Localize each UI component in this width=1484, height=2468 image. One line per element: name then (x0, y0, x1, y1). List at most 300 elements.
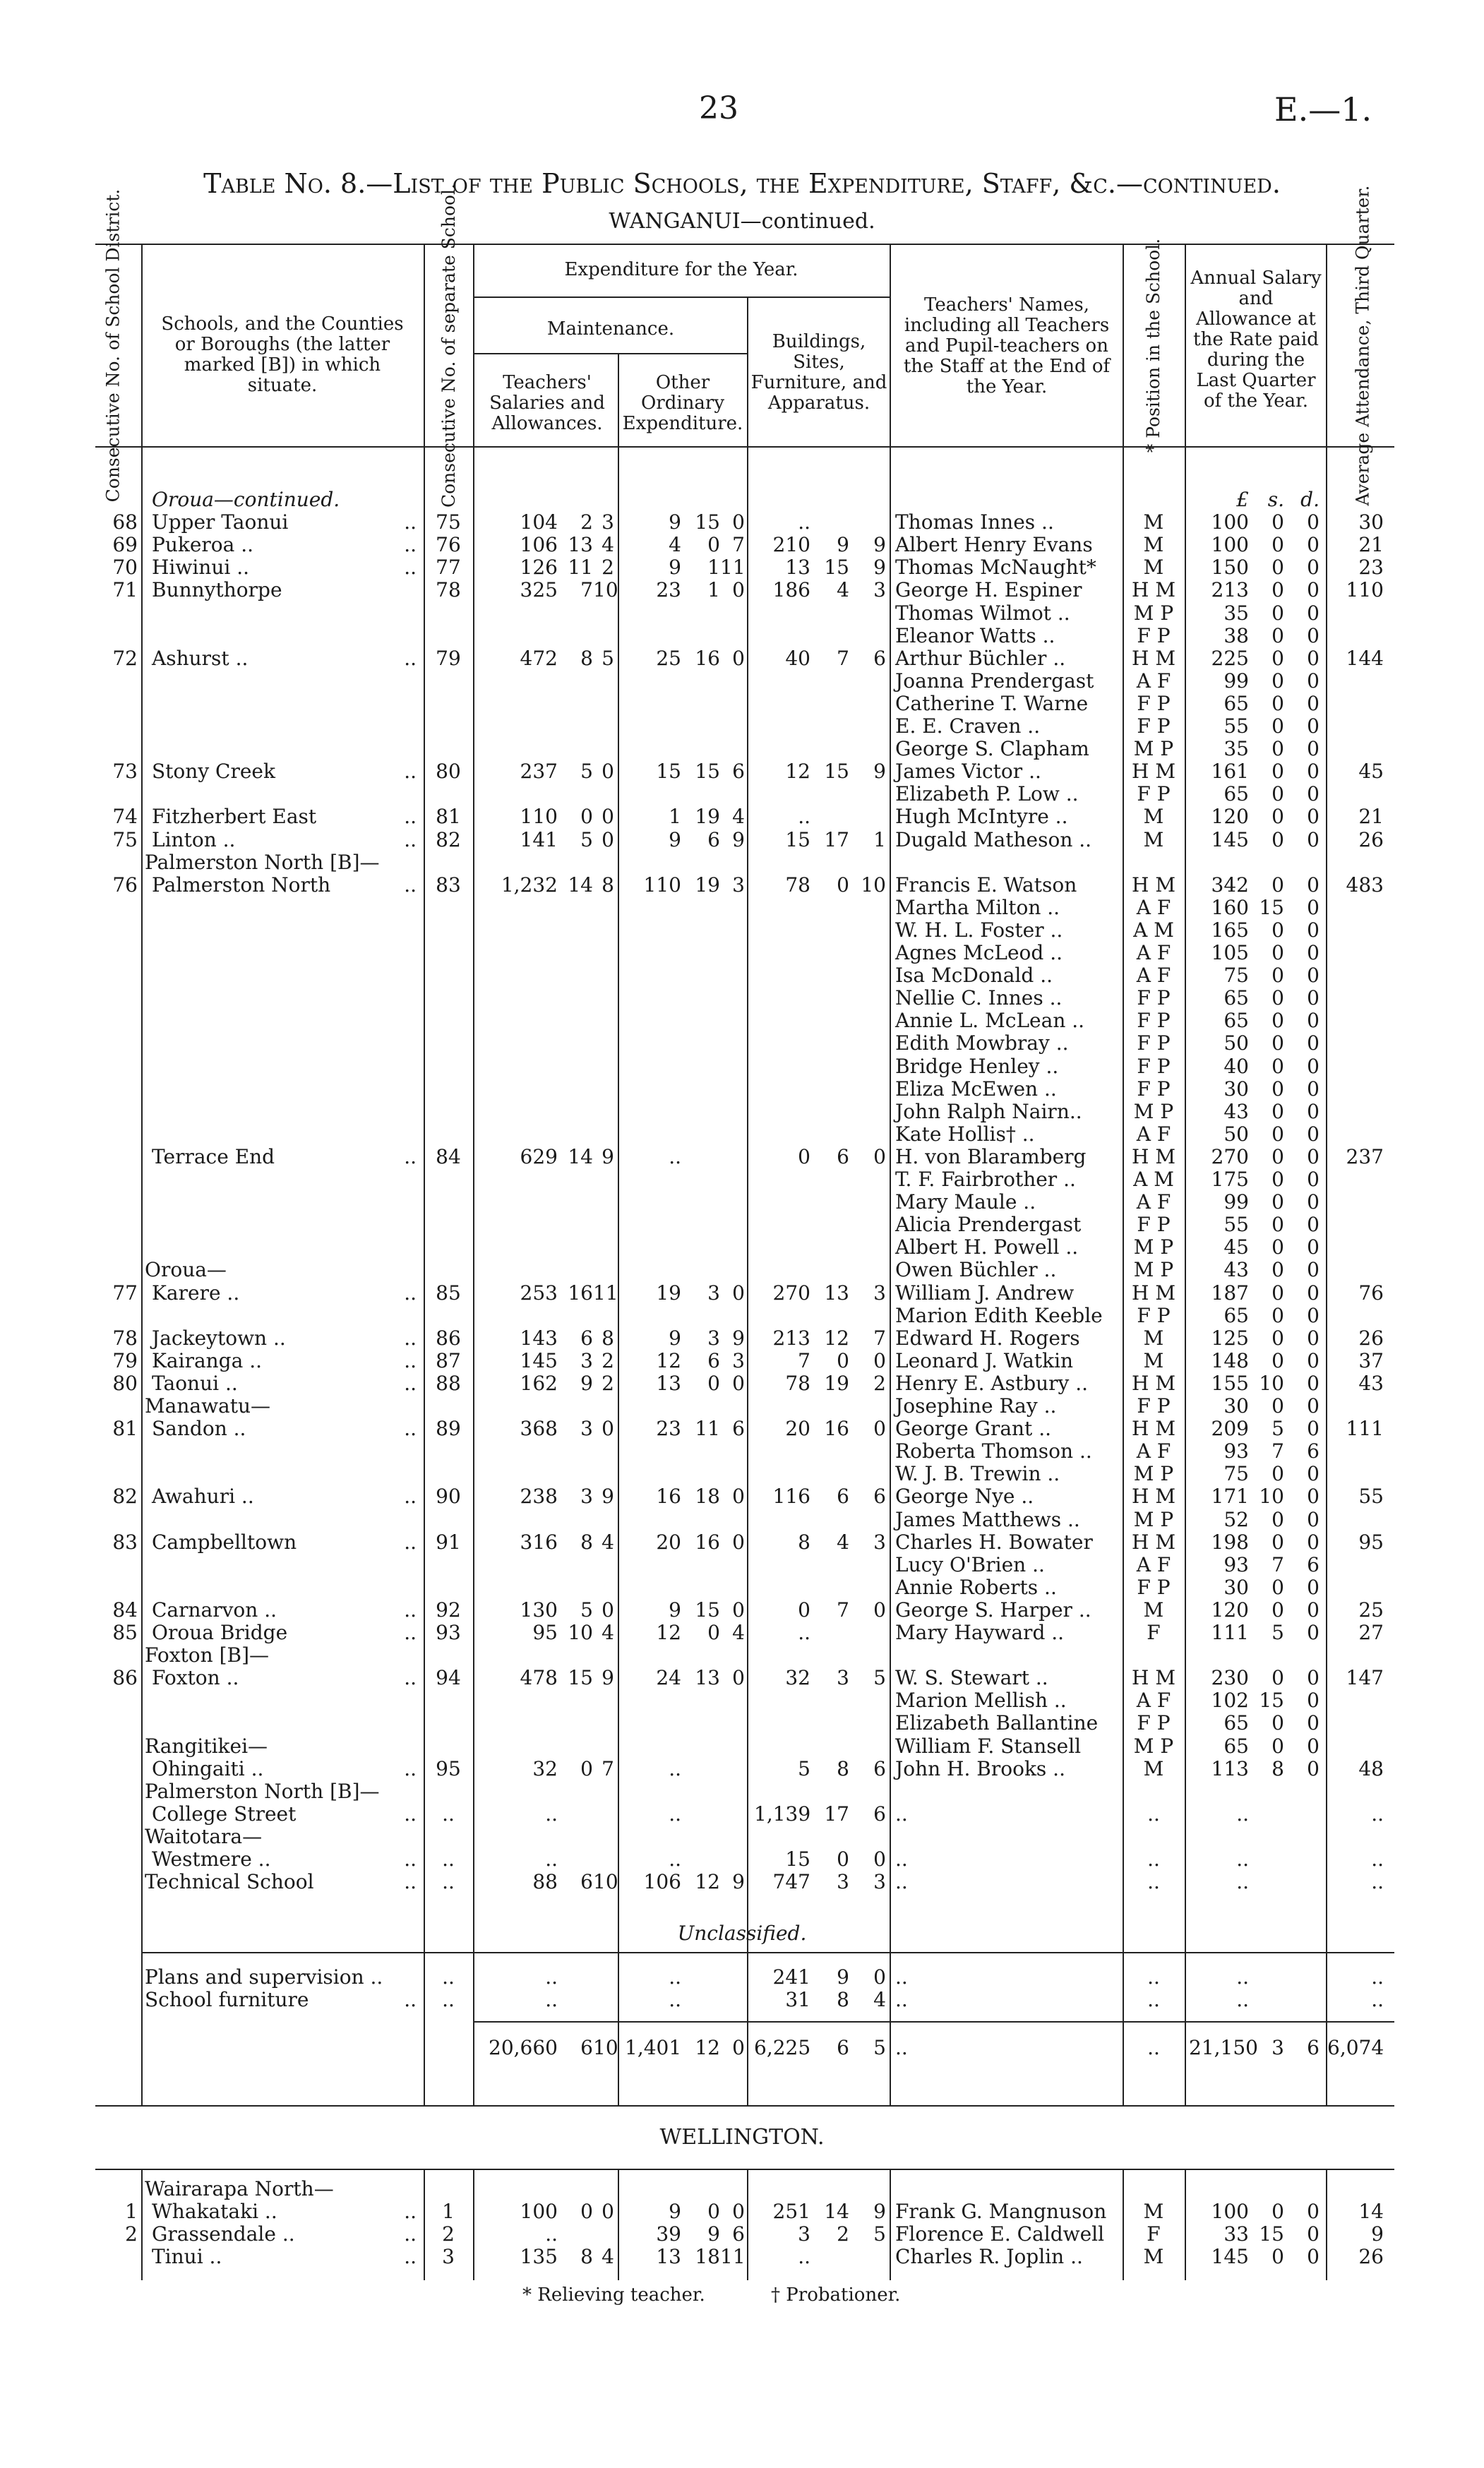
cell-teacher: Eleanor Watts .. (895, 623, 1055, 647)
cell-sd: 0 (602, 827, 614, 851)
cell-dots: .. (404, 1666, 417, 1690)
w-col-rule-4 (618, 2169, 619, 2280)
cell-dist: 79 (112, 1348, 138, 1372)
cell-sno: 2 (442, 2222, 455, 2246)
w-col-rule-6 (890, 2169, 891, 2280)
cell-ap: 93 (1223, 1439, 1249, 1463)
cell-as: 8 (1271, 1756, 1284, 1780)
table-row (0, 1735, 1484, 1758)
cell-as: 0 (1271, 1326, 1284, 1350)
table-row (0, 829, 1484, 851)
table-row (0, 1236, 1484, 1259)
cell-os: 13 (695, 1666, 720, 1690)
cell-teacher: Thomas Wilmot .. (895, 601, 1070, 625)
cell-bs: 3 (837, 1870, 849, 1894)
cell-sno: 81 (436, 805, 461, 829)
cell-school: Westmere .. (152, 1847, 271, 1871)
cell-ap: 52 (1223, 1507, 1249, 1531)
cell-pos: M (1143, 1598, 1164, 1622)
table-row (0, 1622, 1484, 1644)
cell-ap: 105 (1211, 941, 1249, 964)
cell-pos: .. (1147, 1870, 1160, 1894)
table-row (0, 1440, 1484, 1463)
cell-school: Wairarapa North— (145, 2177, 334, 2200)
cell-sp: 32 (532, 1756, 558, 1780)
cell-att: 76 (1358, 1281, 1384, 1305)
cell-ss: 5 (580, 1598, 593, 1622)
cell-ad: 0 (1307, 1258, 1320, 1282)
w-col-rule-8 (1185, 2169, 1186, 2280)
cell-sd: 8 (602, 873, 614, 897)
total-sd: 10 (593, 2036, 618, 2059)
header-bottom-rule (95, 446, 1394, 448)
table-row (0, 1032, 1484, 1055)
cell-os: 15 (695, 510, 720, 534)
cell-ap: 65 (1223, 986, 1249, 1010)
cell-ss: 15 (568, 1666, 593, 1690)
cell-as: 0 (1271, 918, 1284, 942)
cell-school: Whakataki .. (152, 2200, 277, 2223)
cell-pos: F P (1137, 782, 1171, 806)
cell-bd: 6 (873, 1802, 886, 1826)
cell-bd: 6 (873, 1485, 886, 1509)
cell-sd: 9 (602, 1485, 614, 1509)
cell-pos: A F (1136, 1190, 1171, 1214)
cell-ad: 0 (1307, 737, 1320, 761)
cell-ad: 0 (1307, 827, 1320, 851)
cell-as: 0 (1271, 1711, 1284, 1735)
cell-as: 0 (1271, 1348, 1284, 1372)
cell-teacher: Martha Milton .. (895, 895, 1060, 919)
table-row (0, 805, 1484, 828)
cell-sno: 1 (442, 2200, 455, 2223)
cell-teacher: Nellie C. Innes .. (895, 986, 1063, 1010)
table-row (0, 625, 1484, 647)
cell-school: Sandon .. (152, 1417, 246, 1441)
cell-as: 0 (1271, 714, 1284, 738)
cell-ad: 0 (1307, 1621, 1320, 1644)
cell-sp: 106 (520, 533, 558, 557)
cell-dist: 72 (112, 646, 138, 670)
cell-ap: 145 (1211, 827, 1249, 851)
cell-ap: 35 (1223, 737, 1249, 761)
cell-ap: .. (1236, 1870, 1249, 1894)
cell-att: 483 (1346, 873, 1384, 897)
cell-op: 110 (643, 873, 681, 897)
cell-ss: 13 (568, 533, 593, 557)
cell-bp: 13 (785, 556, 810, 580)
cell-teacher: George Grant .. (895, 1417, 1052, 1441)
cell-as: 0 (1271, 1462, 1284, 1486)
cell-as: 0 (1271, 1144, 1284, 1168)
cell-dots: .. (404, 510, 417, 534)
cell-bd: 0 (873, 1144, 886, 1168)
cell-ap: 161 (1211, 760, 1249, 784)
cell-ad: 0 (1307, 1144, 1320, 1168)
cell-ap: 155 (1211, 1371, 1249, 1395)
cell-os: 18 (695, 1485, 720, 1509)
cell-att: 37 (1358, 1348, 1384, 1372)
cell-bd: 6 (873, 1756, 886, 1780)
cell-bs: 15 (824, 556, 849, 580)
total-bp: 6,225 (754, 2036, 811, 2059)
cell-bd: 0 (873, 1847, 886, 1871)
cell-ad: 0 (1307, 1711, 1320, 1735)
cell-att: 23 (1358, 556, 1384, 580)
cell-bs: 3 (837, 1666, 849, 1690)
cell-pos: H M (1132, 646, 1175, 670)
cell-sp: 110 (520, 805, 558, 829)
cell-dots: .. (404, 1417, 417, 1441)
cell-os: 12 (695, 1870, 720, 1894)
cell-ap: 171 (1211, 1485, 1249, 1509)
col-head-position: * Position in the School. (1143, 238, 1164, 453)
cell-dots: .. (404, 1144, 417, 1168)
col-head-maintenance: Maintenance. (546, 318, 675, 340)
cell-pos: M P (1133, 1099, 1174, 1123)
cell-ap: 120 (1211, 805, 1249, 829)
w-col-rule-2 (424, 2169, 425, 2280)
cell-att: .. (1371, 1870, 1384, 1894)
cell-sno: 92 (436, 1598, 461, 1622)
cell-as: 10 (1259, 1485, 1284, 1509)
cell-teacher: Elizabeth P. Low .. (895, 782, 1079, 806)
wellington-heading: WELLINGTON. (659, 2125, 825, 2150)
cell-sp: 478 (520, 1666, 558, 1690)
cell-ad: 0 (1307, 941, 1320, 964)
cell-as: 0 (1271, 1394, 1284, 1418)
cell-teacher: Joanna Prendergast (895, 669, 1094, 693)
cell-pos: M (1143, 556, 1164, 580)
cell-od: 0 (732, 1485, 745, 1509)
cell-ad: 0 (1307, 601, 1320, 625)
cell-bs: 6 (837, 1144, 849, 1168)
cell-pos: F (1147, 2222, 1161, 2246)
cell-ss: 11 (568, 556, 593, 580)
total-od: 0 (732, 2036, 745, 2059)
cell-op: 25 (656, 646, 681, 670)
cell-od: 11 (720, 2245, 746, 2268)
cell-sd: 0 (602, 2200, 614, 2223)
cell-ap: 45 (1223, 1235, 1249, 1259)
col-head-teachers: Teachers' Names, including all Teachers and Pupil-teachers on the Staff at the End of the Year. (903, 294, 1111, 397)
cell-bp: 40 (785, 646, 810, 670)
cell-school: Palmerston North [B]— (145, 850, 380, 874)
cell-teacher: Florence E. Caldwell (895, 2222, 1105, 2246)
cell-dist: 77 (112, 1281, 138, 1305)
cell-sno: 88 (436, 1371, 461, 1395)
cell-as: 0 (1271, 986, 1284, 1010)
cell-ap: 65 (1223, 1711, 1249, 1735)
cell-att: 26 (1358, 827, 1384, 851)
cell-bs: 0 (837, 1847, 849, 1871)
cell-ap: 50 (1223, 1122, 1249, 1146)
cell-bp: 116 (772, 1485, 810, 1509)
cell-bp: 251 (772, 2200, 810, 2223)
cell-sd: 3 (602, 510, 614, 534)
cell-pos: F P (1137, 1303, 1171, 1327)
cell-dots: .. (404, 2245, 417, 2268)
cell-sno: 84 (436, 1144, 461, 1168)
cell-bs: 7 (837, 646, 849, 670)
cell-school: Oroua—continued. (152, 488, 340, 511)
table-row (0, 1305, 1484, 1327)
cell-teacher: Annie Roberts .. (895, 1575, 1057, 1599)
cell-teacher: Albert H. Powell .. (895, 1235, 1079, 1259)
cell-bs: 17 (824, 1802, 849, 1826)
cell-ap: 99 (1223, 669, 1249, 693)
table-row (0, 1282, 1484, 1305)
cell-ss: 3 (580, 1348, 593, 1372)
cell-sd: 9 (602, 1144, 614, 1168)
cell-as: 0 (1271, 1213, 1284, 1237)
cell-teacher: Hugh McIntyre .. (895, 805, 1068, 829)
cell-ad: 0 (1307, 1303, 1320, 1327)
table-row (0, 1531, 1484, 1554)
cell-bs: 4 (837, 578, 849, 602)
cell-dist: 73 (112, 760, 138, 784)
cell-bd: 3 (873, 1870, 886, 1894)
cell-teacher: George S. Clapham (895, 737, 1089, 761)
cell-ad: 0 (1307, 1666, 1320, 1690)
footnote-relieving: * Relieving teacher. (522, 2284, 705, 2306)
cell-as: 0 (1271, 805, 1284, 829)
cell-ap: 38 (1223, 623, 1249, 647)
cell-bs: 19 (824, 1371, 849, 1395)
cell-pos: F P (1137, 623, 1171, 647)
cell-sno: 78 (436, 578, 461, 602)
table-row (0, 1871, 1484, 1893)
cell-sno: 76 (436, 533, 461, 557)
cell-os: 0 (707, 533, 720, 557)
cell-ad: 0 (1307, 669, 1320, 693)
cell-ad: 0 (1307, 1326, 1320, 1350)
cell-teacher: Edith Mowbray .. (895, 1031, 1069, 1055)
cell-teacher: Josephine Ray .. (895, 1394, 1057, 1418)
total-bd: 5 (873, 2036, 886, 2059)
cell-dist: 75 (112, 827, 138, 851)
cell-bs: 9 (837, 1965, 849, 1989)
table-row (0, 670, 1484, 693)
cell-ad: 0 (1307, 646, 1320, 670)
cell-as: 0 (1271, 646, 1284, 670)
cell-ss: 8 (580, 1530, 593, 1554)
cell-dist: 2 (125, 2222, 138, 2246)
cell-sno: .. (442, 1965, 455, 1989)
cell-bs: 2 (837, 2222, 849, 2246)
cell-as: 0 (1271, 941, 1284, 964)
cell-as: 0 (1271, 1031, 1284, 1055)
cell-school: Kairanga .. (152, 1348, 262, 1372)
cell-att: 27 (1358, 1621, 1384, 1644)
cell-bd: 4 (873, 1988, 886, 2011)
cell-ad: 0 (1307, 964, 1320, 988)
cell-ss: 6 (580, 1326, 593, 1350)
cell-teacher: Marion Mellish .. (895, 1689, 1067, 1713)
cell-op: .. (669, 1965, 681, 1989)
cell-school: Grassendale .. (152, 2222, 295, 2246)
cell-school: Bunnythorpe (152, 578, 282, 602)
cell-sno: 79 (436, 646, 461, 670)
cell-op: 23 (656, 1417, 681, 1441)
cell-op: 19 (656, 1281, 681, 1305)
cell-dist: 86 (112, 1666, 138, 1690)
cell-bp: 270 (772, 1281, 810, 1305)
cell-dist: 68 (112, 510, 138, 534)
table-row (0, 783, 1484, 805)
cell-ap: 65 (1223, 1009, 1249, 1033)
cell-ap: 213 (1211, 578, 1249, 602)
cell-ad: 0 (1307, 1462, 1320, 1486)
cell-ad: 0 (1307, 1575, 1320, 1599)
cell-ap: £ (1236, 488, 1249, 511)
cell-school: Manawatu— (145, 1394, 271, 1418)
cell-sd: 5 (602, 646, 614, 670)
cell-ap: 50 (1223, 1031, 1249, 1055)
cell-pos: A F (1136, 941, 1171, 964)
cell-as: 0 (1271, 1666, 1284, 1690)
cell-ap: 55 (1223, 1213, 1249, 1237)
cell-od: 6 (732, 2222, 745, 2246)
cell-as: 0 (1271, 1734, 1284, 1758)
table-row (0, 987, 1484, 1010)
cell-bs: 0 (837, 1348, 849, 1372)
table-row (0, 1259, 1484, 1281)
cell-ss: 5 (580, 827, 593, 851)
cell-ad: 0 (1307, 1756, 1320, 1780)
cell-od: 0 (732, 2200, 745, 2223)
cell-bp: .. (798, 510, 810, 534)
cell-school: Plans and supervision .. (145, 1965, 383, 1989)
table-row (0, 1485, 1484, 1508)
cell-school: Ohingaiti .. (152, 1756, 264, 1780)
cell-ap: 99 (1223, 1190, 1249, 1214)
cell-os: 19 (695, 873, 720, 897)
cell-teacher: William F. Stansell (895, 1734, 1082, 1758)
cell-os: 3 (707, 1326, 720, 1350)
cell-bp: 186 (772, 578, 810, 602)
cell-as: 0 (1271, 760, 1284, 784)
table-row (0, 647, 1484, 670)
cell-ad: 0 (1307, 805, 1320, 829)
cell-ap: 30 (1223, 1575, 1249, 1599)
cell-ad: 6 (1307, 1439, 1320, 1463)
cell-ad: 0 (1307, 986, 1320, 1010)
cell-dots: .. (404, 1326, 417, 1350)
cell-op: 9 (669, 1326, 681, 1350)
cell-bs: 0 (837, 873, 849, 897)
cell-pos: A M (1133, 1168, 1174, 1191)
cell-bs: 4 (837, 1530, 849, 1554)
cell-dots: .. (404, 533, 417, 557)
cell-os: 19 (695, 805, 720, 829)
cell-bd: 3 (873, 1530, 886, 1554)
cell-od: 6 (732, 1417, 745, 1441)
table-row (0, 1667, 1484, 1689)
cell-teacher: .. (895, 1847, 908, 1871)
cell-bd: 3 (873, 578, 886, 602)
cell-as: 0 (1271, 737, 1284, 761)
cell-bp: 747 (772, 1870, 810, 1894)
cell-sp: 88 (532, 1870, 558, 1894)
cell-ad: 0 (1307, 1213, 1320, 1237)
cell-ap: 100 (1211, 510, 1249, 534)
cell-as: 15 (1259, 1689, 1284, 1713)
cell-dist: 70 (112, 556, 138, 580)
cell-as: 7 (1271, 1439, 1284, 1463)
cell-bd: 0 (873, 1965, 886, 1989)
cell-as: 5 (1271, 1621, 1284, 1644)
cell-school: Upper Taonui (152, 510, 289, 534)
cell-pos: F P (1137, 1711, 1171, 1735)
cell-ad: 0 (1307, 1281, 1320, 1305)
unclassified-top-rule (141, 1952, 1394, 1953)
cell-pos: H M (1132, 1144, 1175, 1168)
cell-od: 9 (732, 827, 745, 851)
cell-ap: 198 (1211, 1530, 1249, 1554)
cell-as: 0 (1271, 1190, 1284, 1214)
cell-op: 13 (656, 2245, 681, 2268)
cell-dots: .. (404, 2222, 417, 2246)
cell-school: Oroua Bridge (152, 1621, 288, 1644)
cell-dist: 69 (112, 533, 138, 557)
cell-ap: .. (1236, 1988, 1249, 2011)
cell-ad: 0 (1307, 1077, 1320, 1101)
cell-att: 9 (1371, 2222, 1384, 2246)
cell-bd: 9 (873, 2200, 886, 2223)
cell-att: 30 (1358, 510, 1384, 534)
cell-as: 0 (1271, 1168, 1284, 1191)
cell-as: 10 (1259, 1371, 1284, 1395)
table-row (0, 1010, 1484, 1032)
cell-ap: 40 (1223, 1054, 1249, 1078)
cell-pos: F P (1137, 714, 1171, 738)
cell-os: 16 (695, 1530, 720, 1554)
cell-sno: 91 (436, 1530, 461, 1554)
cell-bd: 7 (873, 1326, 886, 1350)
cell-od: 4 (732, 805, 745, 829)
cell-os: 18 (695, 2245, 720, 2268)
cell-ss: 0 (580, 2200, 593, 2223)
cell-op: 12 (656, 1348, 681, 1372)
cell-sp: 629 (520, 1144, 558, 1168)
cell-os: 6 (707, 827, 720, 851)
cell-as: 0 (1271, 1530, 1284, 1554)
footnote-probationer: † Probationer. (771, 2284, 901, 2306)
cell-bp: .. (798, 2245, 810, 2268)
cell-bs: 14 (824, 2200, 849, 2223)
cell-ad: 0 (1307, 2245, 1320, 2268)
cell-pos: .. (1147, 1802, 1160, 1826)
cell-ap: 145 (1211, 2245, 1249, 2268)
cell-teacher: John H. Brooks .. (895, 1756, 1065, 1780)
maintenance-rule (473, 353, 747, 354)
cell-sp: 162 (520, 1371, 558, 1395)
cell-sp: 143 (520, 1326, 558, 1350)
cell-os: 6 (707, 1348, 720, 1372)
cell-teacher: Charles H. Bowater (895, 1530, 1093, 1554)
cell-bd: 5 (873, 2222, 886, 2246)
cell-dots: .. (404, 556, 417, 580)
table-row (0, 2223, 1484, 2246)
table-row (0, 1327, 1484, 1350)
cell-sd: 0 (602, 760, 614, 784)
cell-ad: 0 (1307, 918, 1320, 942)
cell-dist: 76 (112, 873, 138, 897)
cell-ad: 0 (1307, 1598, 1320, 1622)
cell-ad: 0 (1307, 578, 1320, 602)
cell-teacher: Alicia Prendergast (895, 1213, 1082, 1237)
